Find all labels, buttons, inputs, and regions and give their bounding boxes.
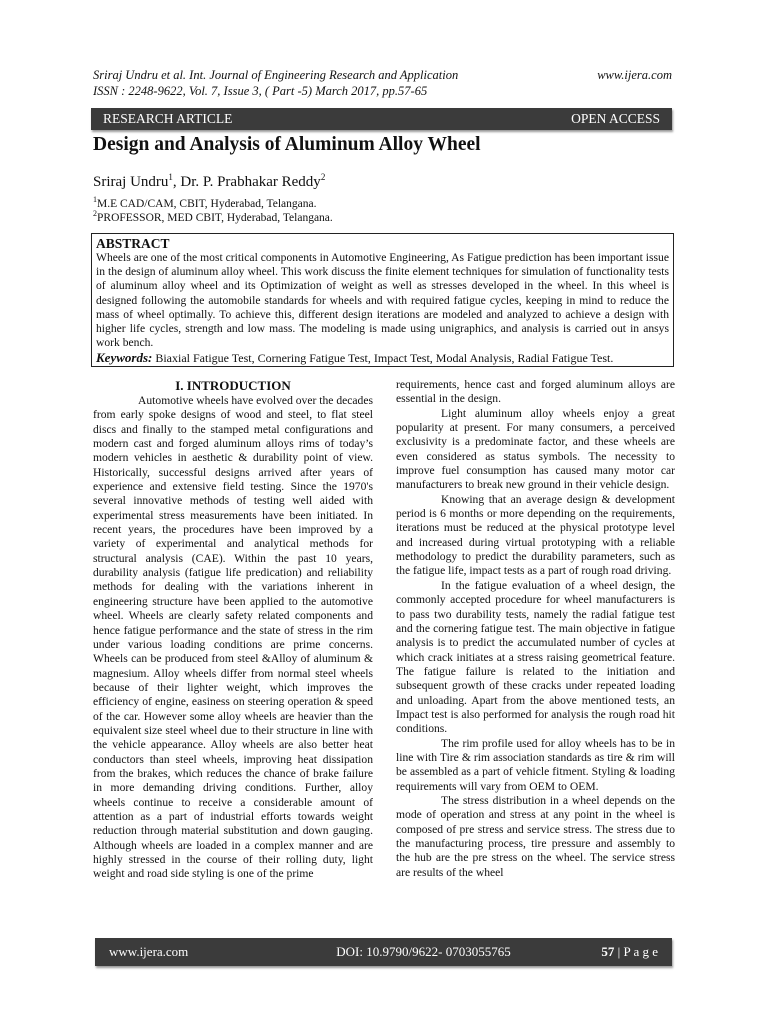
footer-doi[interactable]: DOI: 10.9790/9622- 0703055765: [336, 944, 511, 959]
paragraph: Automotive wheels have evolved over the decades from early spoke designs of wood and steel, to flat steel discs and finally to the stamped metal configurations and modern cast and forged aluminum alloys rims of today’s modern vehicles in aesthetic & durability point of view. Historically, successful designs arrived after years of experience and extensive field testing. Since the 1970's several innovative methods of testing well aided with experimental stress measurements have been initiated. In recent years, the procedures have been improved by a variety of experimental and analytical methods for structural analysis (CAE). Within the past 10 years, durability analysis (fatigue life predication) and reliability methods for dealing with the variations inherent in engineering structure have been applied to the automotive wheel. Wheels are clearly safety related components and hence fatigue performance and the state of stress in the rim under various loading conditions are prime concerns. Wheels can be produced from steel &Alloy of aluminum & magnesium. Alloy wheels differ from normal steel wheels because of their lighter weight, which improves the efficiency of engine, easiness on steering operation & speed of the car. However some alloy wheels are heavier than the equivalent size steel wheel due to their structure in line with the vehicle appearance. Alloy wheels are also better heat conductors than steel wheels, improving heat dissipation from the brakes, which reduces the chance of brake failure in more demanding driving conditions. Further, alloy wheels continue to receive a considerable amount of attention as a part of industrial efforts towards weight reduction through material substitution and down gauging. Although wheels are loaded in a complex manner and are highly stressed in the course of their rolling duty, light weight and road side styling is one of the prime: [93, 394, 374, 881]
abstract-text: Wheels are one of the most critical components in Automotive Engineering, As Fatigue prediction has been important issue in the design of aluminum alloy wheel. This work discuss the finite element techniques for simulation of functionality tests of aluminum alloy wheel and its Optimization of weight as well as stresses developed in the wheel. In this wheel is designed following the automobile standards for wheels and with required fatigue cycles, keeping in mind to reduce the mass of wheel optimally. To achieve this, different design iterations are modeled and analyzed to achieve a design with higher life cycles, strength and low mass. The modeling is made using unigraphics, and analysis is carried out in ansys work bench.: [96, 251, 669, 350]
access-label: OPEN ACCESS: [571, 111, 660, 126]
author-name: Dr. P. Prabhakar Reddy: [180, 174, 321, 190]
footer-page-number: [568, 944, 658, 960]
left-column: [93, 378, 373, 882]
author-affil-sup: 2: [320, 172, 326, 182]
journal-website[interactable]: www.ijera.com: [597, 68, 672, 82]
journal-issn: ISSN : 2248-9622, Vol. 7, Issue 3, ( Part -5) March 2017, pp.57-65: [93, 84, 428, 98]
affiliation-2: [93, 207, 333, 225]
abstract-box: [91, 233, 674, 367]
affiliation-text: M.E CAD/CAM, CBIT, Hyderabad, Telangana.: [97, 197, 317, 210]
footer-website[interactable]: www.ijera.com: [109, 944, 189, 959]
article-banner: [91, 108, 672, 130]
keywords-label: Keywords:: [96, 350, 153, 366]
paragraph: requirements, hence cast and forged aluminum alloys are essential in the design.: [396, 378, 675, 406]
affiliation-text: PROFESSOR, MED CBIT, Hyderabad, Telangana.: [97, 211, 333, 224]
keywords-text: Biaxial Fatigue Test, Cornering Fatigue Test, Impact Test, Modal Analysis, Radial Fatigue Test.: [152, 351, 614, 366]
affiliation-sup: 2: [93, 209, 97, 218]
paragraph: Knowing that an average design & development period is 6 months or more depending on the requirements, iterations must be reduced at the physical prototype level and increased during virtual prototyping with a reliable methodology to predict the durability parameters, such as the fatigue life, impact tests as a part of rough road driving.: [396, 492, 675, 578]
paper-title: Design and Analysis of Aluminum Alloy Wheel: [93, 134, 481, 155]
author-separator: ,: [172, 174, 181, 190]
author-line: [93, 172, 325, 191]
page-label: | P a g e: [614, 944, 658, 959]
article-type-label: RESEARCH ARTICLE: [103, 111, 233, 126]
journal-citation: Sriraj Undru et al. Int. Journal of Engineering Research and Application: [93, 68, 459, 82]
section-heading-introduction: I. INTRODUCTION: [175, 378, 291, 393]
author-affil-sup: 1: [168, 172, 173, 182]
affiliation-sup: 1: [93, 195, 97, 204]
page-number: 57: [601, 944, 615, 959]
keywords-line: [96, 350, 669, 366]
paragraph: In the fatigue evaluation of a wheel design, the commonly accepted procedure for wheel manufacturers is to pass two durability tests, namely the radial fatigue test and the cornering fatigue test. The main objective in fatigue analysis is to predict the accumulated number of cycles at which crack initiates at a stress raising geometrical feature. The fatigue failure is related to the initiation and subsequent growth of these cracks under repeated loading and unloading. Apart from the above mentioned tests, an Impact test is also performed for analysis the rough road hit conditions.: [396, 578, 675, 736]
page-footer: [95, 938, 672, 966]
right-column: [396, 378, 675, 880]
author-name: Sriraj Undru: [93, 174, 169, 190]
journal-header: [93, 67, 672, 99]
paragraph: The stress distribution in a wheel depends on the mode of operation and stress at any point in the wheel is composed of pre stress and service stress. The stress due to the manufacturing process, tire pressure and assembly to the hub are the pre stress on the wheel. The service stress are results of the wheel: [396, 793, 675, 879]
abstract-heading: ABSTRACT: [96, 236, 170, 251]
paragraph: The rim profile used for alloy wheels has to be in line with Tire & rim association standards as tire & rim will be assembled as a part of vehicle fitment. Styling & loading requirements will vary from OEM to OEM.: [396, 736, 675, 793]
paragraph: Light aluminum alloy wheels enjoy a great popularity at present. For many consumers, a perceived exclusivity is a predominate factor, and these wheels are even considered as status symbols. The necessity to improve fuel consumption has caused many motor car manufacturers to break new ground in their vehicle design.: [396, 406, 675, 492]
